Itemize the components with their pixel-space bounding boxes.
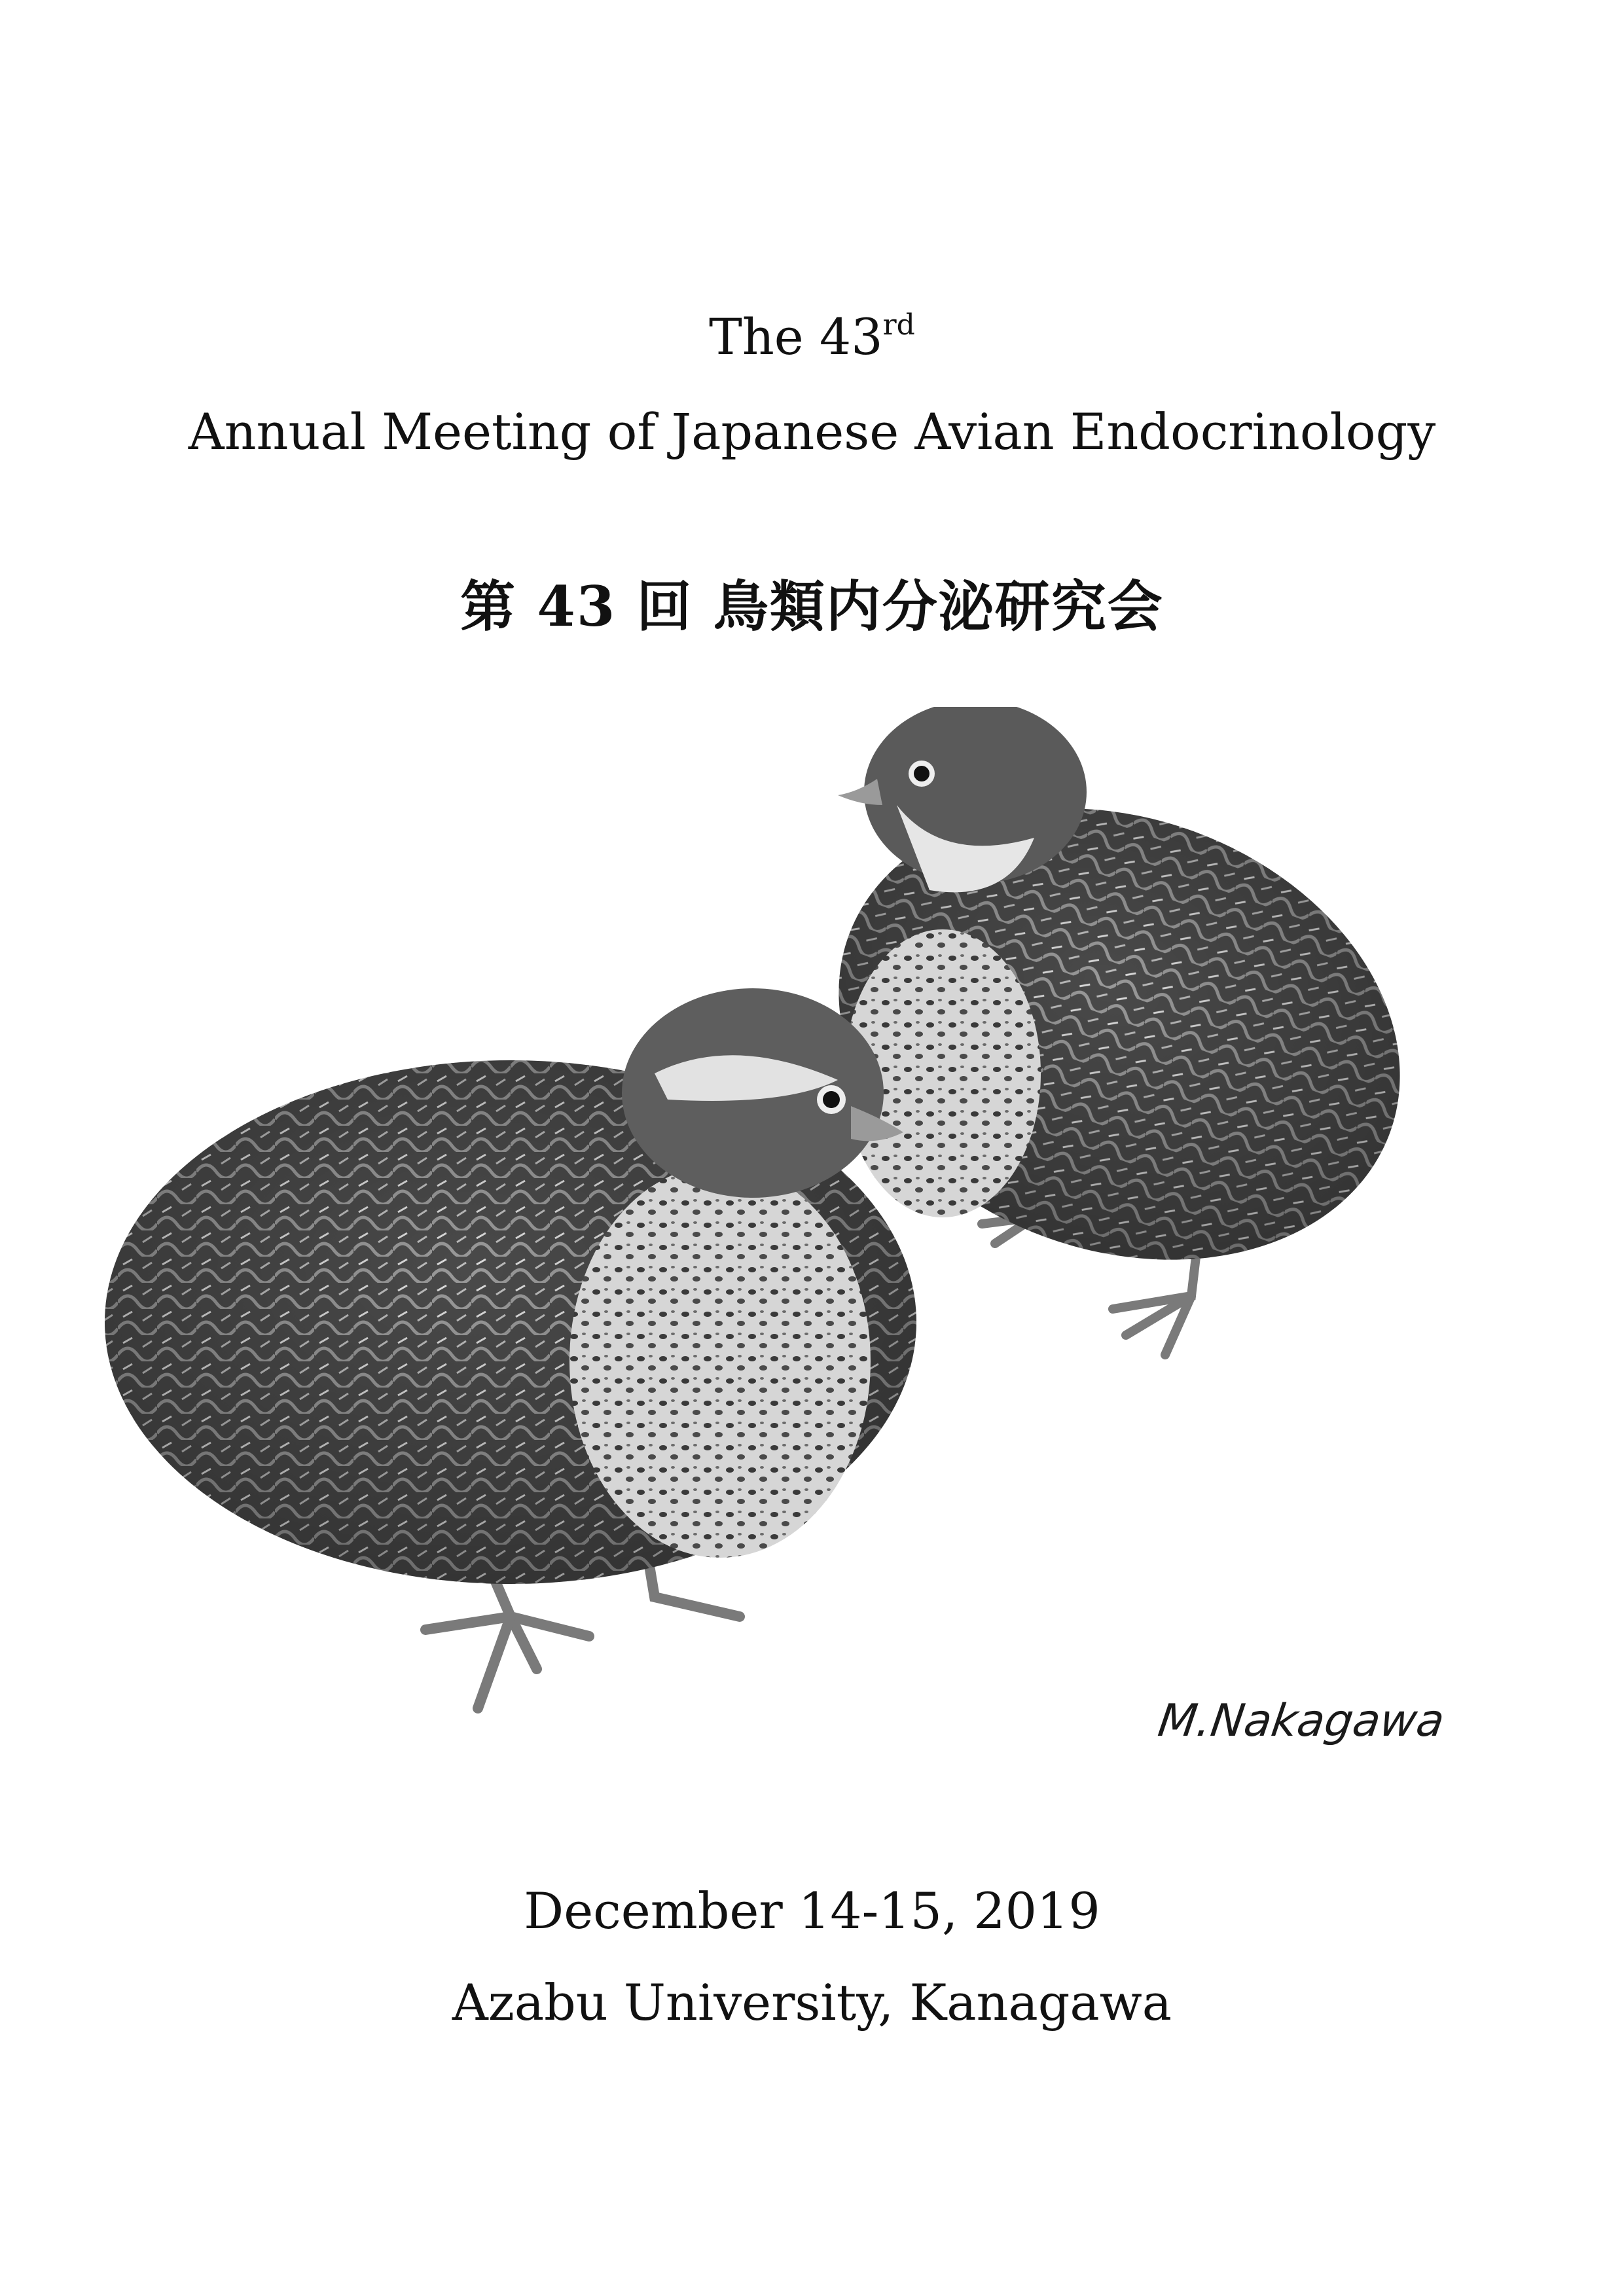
title-ordinal-suffix: rd [882,308,915,342]
artist-signature: M.Nakagawa [1155,1695,1448,1747]
meeting-title-japanese: 第 43 回 鳥類内分泌研究会 [460,574,1164,639]
meeting-venue: Azabu University, Kanagawa [452,1973,1172,2032]
quail-illustration [79,707,1545,1820]
title-prefix: The 43 [709,308,883,366]
meeting-title: Annual Meeting of Japanese Avian Endocrinology [188,403,1436,461]
meeting-date: December 14-15, 2019 [524,1882,1100,1940]
quail-left [105,988,916,1708]
title-number-line [0,308,1624,366]
